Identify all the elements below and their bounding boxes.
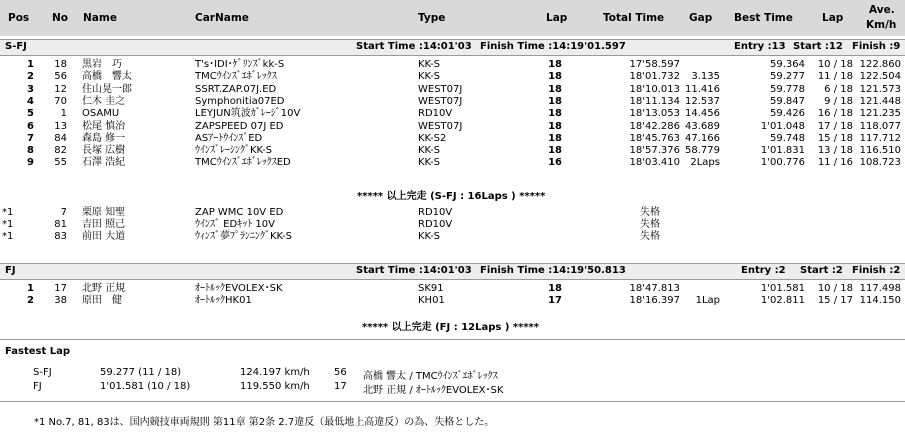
car-no: 38	[54, 295, 67, 307]
car-type: RD10V	[418, 108, 453, 120]
speed: 119.550 km/h	[240, 381, 310, 392]
driver-name: 仁木 圭之	[82, 95, 126, 107]
avg-speed: 114.150	[859, 295, 901, 307]
pos: 4	[27, 95, 34, 107]
car-no: 7	[60, 207, 67, 218]
avg-speed: 117.498	[859, 283, 901, 294]
laps: 18	[548, 83, 562, 95]
finish-count: Finish :9	[852, 41, 901, 52]
best-time: 59.277	[770, 71, 805, 83]
col-carname: CarName	[195, 12, 249, 24]
gap: 43.689	[685, 120, 720, 132]
lap-time: 59.277 (11 / 18)	[100, 367, 182, 378]
best-lap: 13 / 18	[817, 145, 853, 157]
car-no: 81	[54, 219, 67, 230]
start-time: Start Time :14:01'03	[356, 41, 472, 52]
car-name: ｵｰﾄﾙｯｸEVOLEX･SK	[195, 283, 283, 294]
col-gap: Gap	[689, 12, 713, 24]
car-type: RD10V	[418, 207, 453, 218]
car-name: ｳｨﾝｽﾞ夢ﾌﾟﾗﾝﾆﾝｸﾞKK-S	[195, 231, 293, 242]
car-type: RD10V	[418, 219, 453, 230]
class-title: FJ	[5, 265, 16, 276]
total-time: 18'42.286	[629, 120, 680, 132]
finish-time: Finish Time :14:19'01.597	[480, 41, 626, 52]
car-type: KH01	[418, 295, 445, 307]
car-type: KK-S	[418, 145, 441, 157]
fastest-lap-row	[0, 381, 905, 394]
best-lap: 11 / 16	[817, 157, 853, 169]
pos: 6	[27, 120, 34, 132]
best-time: 59.778	[770, 83, 805, 95]
driver-name: 高橋 響太	[82, 71, 132, 83]
table-row	[0, 96, 905, 108]
best-lap: 16 / 18	[817, 108, 853, 120]
driver-name: 栗原 知聖	[82, 207, 126, 218]
driver-name: 前田 大道	[82, 231, 126, 242]
entry-count: Entry :13	[734, 41, 786, 52]
total-time: 18'45.763	[629, 132, 680, 144]
car-no: 13	[54, 120, 67, 132]
car-no: 56	[54, 71, 67, 83]
pos: 1	[27, 59, 34, 70]
section-sfj	[0, 39, 905, 56]
car-type: KK-S	[418, 59, 441, 70]
total-time: 18'10.013	[629, 83, 680, 95]
pos: 5	[27, 108, 34, 120]
best-lap: 9 / 18	[824, 95, 853, 107]
car-no: 1	[60, 108, 67, 120]
car-type: WEST07J	[418, 120, 463, 132]
car-type: SK91	[418, 283, 444, 294]
col-kmh: Km/h	[866, 19, 897, 31]
car-name: ｳｲﾝｽﾞﾚｰｼﾝｸﾞKK-S	[195, 145, 273, 157]
avg-speed: 122.860	[859, 59, 901, 70]
avg-speed: 108.723	[859, 157, 901, 169]
car-no: 70	[54, 95, 67, 107]
car-name: ZAP WMC 10V ED	[195, 207, 284, 218]
section-fj	[0, 263, 905, 280]
laps: 16	[548, 157, 562, 169]
result: 失格	[640, 219, 660, 230]
divider	[0, 339, 905, 340]
col-no: No	[52, 12, 69, 24]
best-time: 59.748	[770, 132, 805, 144]
class-title: S-FJ	[5, 41, 27, 52]
total-time: 18'13.053	[629, 108, 680, 120]
col-ave: Ave.	[869, 4, 895, 16]
col-pos: Pos	[8, 12, 30, 24]
col-best-time: Best Time	[734, 12, 793, 24]
gap: 3.135	[691, 71, 720, 83]
table-row	[0, 157, 905, 169]
pos: 7	[27, 132, 34, 144]
fastest-lap-title: Fastest Lap	[5, 346, 70, 357]
laps: 18	[548, 71, 562, 83]
car-no: 82	[54, 145, 67, 157]
driver-name: 北野 正規	[82, 283, 126, 294]
table-row	[0, 133, 905, 145]
total-time: 18'01.732	[629, 71, 680, 83]
car-type: KK-S2	[418, 132, 447, 144]
car-name: TMCｳｲﾝｽﾞｴﾎﾞﾚｯｸｽ	[195, 71, 277, 83]
car-no: 84	[54, 132, 67, 144]
car-name: ｵｰﾄﾙｯｸHK01	[195, 295, 252, 307]
laps: 18	[548, 145, 562, 157]
start-count: Start :12	[793, 41, 843, 52]
table-row	[0, 219, 905, 231]
table-row	[0, 108, 905, 120]
pos: 3	[27, 83, 34, 95]
col-type: Type	[418, 12, 446, 24]
gap: 11.416	[685, 83, 720, 95]
footnote: *1 No.7, 81, 83は、国内競技車両規則 第11章 第2条 2.7違反（最低地上高違反）の為、失格とした。	[34, 417, 495, 428]
laps: 18	[548, 120, 562, 132]
pos: 9	[27, 157, 34, 169]
car-no: 55	[54, 157, 67, 169]
driver-name: 原田 健	[82, 295, 122, 307]
finish-time: Finish Time :14:19'50.813	[480, 265, 626, 276]
table-row	[0, 283, 905, 295]
start-count: Start :2	[800, 265, 843, 276]
gap: 14.456	[685, 108, 720, 120]
driver-name: 黒岩 巧	[82, 59, 122, 70]
table-row	[0, 84, 905, 96]
gap: 2Laps	[690, 157, 720, 169]
pos: 1	[27, 283, 34, 294]
laps: 18	[548, 132, 562, 144]
total-time: 18'03.410	[629, 157, 680, 169]
pos: 2	[27, 71, 34, 83]
best-time: 59.364	[770, 59, 805, 70]
driver-name: 長塚 広樹	[82, 145, 126, 157]
gap: 58.779	[685, 145, 720, 157]
table-header	[0, 0, 905, 36]
driver-car: 北野 正規 / ｵｰﾄﾙｯｸEVOLEX･SK	[363, 385, 504, 396]
car-type: KK-S	[418, 157, 441, 169]
driver-name: 石澤 浩紀	[82, 157, 126, 169]
fj-complete-note: ***** 以上完走 (FJ : 12Laps ) *****	[362, 322, 540, 333]
gap: 1Lap	[695, 295, 720, 307]
table-row	[0, 295, 905, 307]
car-type: KK-S	[418, 71, 441, 83]
avg-speed: 118.077	[859, 120, 901, 132]
best-time: 59.847	[770, 95, 805, 107]
laps: 18	[548, 108, 562, 120]
table-row	[0, 121, 905, 133]
total-time: 18'57.376	[629, 145, 680, 157]
avg-speed: 121.235	[859, 108, 901, 120]
car-type: WEST07J	[418, 83, 463, 95]
fastest-lap-row	[0, 367, 905, 380]
car-name: TMCｳｲﾝｽﾞｴﾎﾞﾚｯｸｽED	[195, 157, 291, 169]
col-name: Name	[83, 12, 117, 24]
best-time: 59.426	[770, 108, 805, 120]
result: 失格	[640, 207, 660, 218]
total-time: 18'47.813	[629, 283, 680, 294]
best-lap: 15 / 17	[817, 295, 853, 307]
best-time: 1'00.776	[760, 157, 805, 169]
total-time: 18'11.134	[629, 95, 680, 107]
car-no: 17	[54, 283, 67, 294]
avg-speed: 116.510	[859, 145, 901, 157]
avg-speed: 117.712	[859, 132, 901, 144]
car-no: 56	[334, 367, 347, 378]
car-name: LEYJUN筑波ｶﾞﾚｰｼﾞ10V	[195, 108, 301, 120]
sfj-complete-note: ***** 以上完走 (S-FJ : 16Laps ) *****	[357, 191, 546, 202]
table-row	[0, 207, 905, 219]
car-name: ｳｲﾝｽﾞ EDｷｯﾄ 10V	[195, 219, 275, 230]
car-name: ZAPSPEED 07J ED	[195, 120, 284, 132]
best-lap: 17 / 18	[817, 120, 853, 132]
gap: 47.166	[685, 132, 720, 144]
best-time: 1'02.811	[760, 295, 805, 307]
best-lap: 10 / 18	[817, 59, 853, 70]
driver-name: 森島 修一	[82, 132, 126, 144]
driver-name: 吉田 照己	[82, 219, 126, 230]
car-name: ASｱｰﾄｳｲﾝｽﾞED	[195, 132, 263, 144]
table-row	[0, 145, 905, 157]
table-row	[0, 59, 905, 71]
table-row	[0, 71, 905, 83]
laps: 17	[548, 295, 562, 307]
driver-name: 住山晃一郎	[82, 83, 132, 95]
col-total-time: Total Time	[603, 12, 665, 24]
divider	[0, 401, 905, 402]
lap-time: 1'01.581 (10 / 18)	[100, 381, 191, 392]
best-time: 1'01.048	[760, 120, 805, 132]
best-lap: 11 / 18	[817, 71, 853, 83]
car-type: KK-S	[418, 231, 441, 242]
car-name: SSRT.ZAP.07J.ED	[195, 83, 277, 95]
finish-count: Finish :2	[852, 265, 901, 276]
car-name: T's･IDI･ｹﾞﾘﾝｽﾞkk-S	[195, 59, 285, 70]
total-time: 18'16.397	[629, 295, 680, 307]
avg-speed: 121.573	[859, 83, 901, 95]
driver-name: OSAMU	[82, 108, 120, 120]
car-no: 18	[54, 59, 67, 70]
speed: 124.197 km/h	[240, 367, 310, 378]
pos: 2	[27, 295, 34, 307]
car-no: 12	[54, 83, 67, 95]
car-no: 83	[54, 231, 67, 242]
driver-car: 高橋 響太 / TMCｳｲﾝｽﾞｴﾎﾞﾚｯｸｽ	[363, 371, 498, 382]
start-time: Start Time :14:01'03	[356, 265, 472, 276]
dq-mark: *1	[2, 219, 14, 230]
laps: 18	[548, 95, 562, 107]
class: FJ	[33, 381, 42, 392]
best-time: 1'01.831	[760, 145, 805, 157]
best-lap: 6 / 18	[824, 83, 853, 95]
table-row	[0, 231, 905, 243]
avg-speed: 122.504	[859, 71, 901, 83]
best-time: 1'01.581	[760, 283, 805, 294]
driver-name: 松尾 慎治	[82, 120, 126, 132]
entry-count: Entry :2	[741, 265, 786, 276]
avg-speed: 121.448	[859, 95, 901, 107]
result: 失格	[640, 231, 660, 242]
best-lap: 10 / 18	[817, 283, 853, 294]
total-time: 17'58.597	[629, 59, 680, 70]
dq-mark: *1	[2, 231, 14, 242]
car-no: 17	[334, 381, 347, 392]
laps: 18	[548, 59, 562, 70]
col-lap: Lap	[546, 12, 568, 24]
class: S-FJ	[33, 367, 52, 378]
pos: 8	[27, 145, 34, 157]
best-lap: 15 / 18	[817, 132, 853, 144]
car-name: Symphonitia07ED	[195, 95, 285, 107]
col-best-lap: Lap	[822, 12, 844, 24]
gap: 12.537	[685, 95, 720, 107]
dq-mark: *1	[2, 207, 14, 218]
car-type: WEST07J	[418, 95, 463, 107]
laps: 18	[548, 283, 562, 294]
